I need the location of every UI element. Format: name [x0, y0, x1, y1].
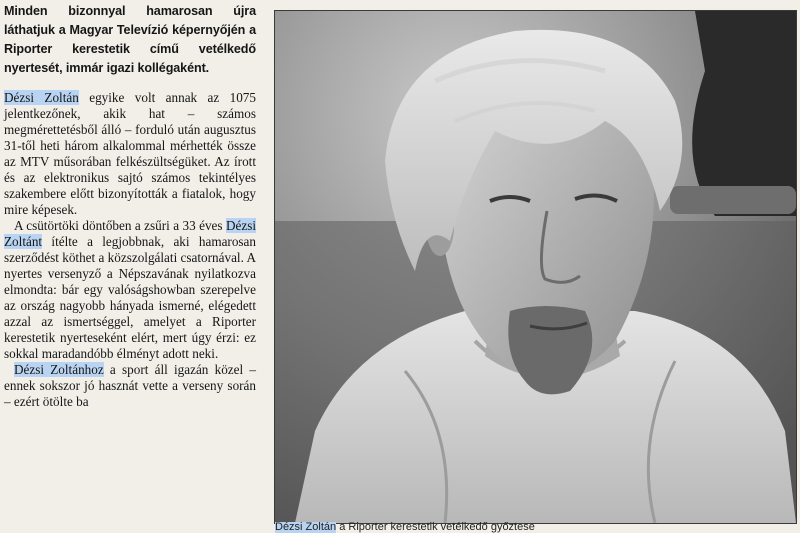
portrait-illustration	[275, 11, 796, 523]
background-object	[692, 11, 796, 216]
paragraph-text: egyike volt annak az 1075 jelentkezőnek, akik hat – számos megmérettetésből álló – forduló után augusztus 31-től heti három alkalommal mérhették össze az MTV műsorában felkészültségüket. Az írott és az elektronikus sajtó számos tekintélyes szakembere előtt bizonyították a fiatalok, hogy mire képesek.	[4, 90, 256, 217]
highlighted-name[interactable]: Dézsi Zoltánhoz	[14, 362, 104, 377]
paragraph-text: a sport áll igazán közel – ennek sokszor jó hasznát vette a verseny során – ezért ötölte ba	[4, 362, 256, 409]
background-shelf	[670, 186, 796, 214]
paragraph-text: ítélte a legjobbnak, aki hamarosan szerződést köthet a közszolgálati csatornával. A nyertes versenyző a Népszavának nyilatkozva elmondta: bár egy valóságshowban szerepelve az ország nagyobb hányada ismerné, elégedett azzal az ismertséggel, amelyet a Riporter kerestetik nyerteseként elért, mert úgy érzi: ez sokkal maradandóbb élményt adott neki.	[4, 234, 256, 361]
caption-text: a Riporter kerestetik vetélkedő győztese	[336, 522, 535, 533]
paragraph-text: A csütörtöki döntőben a zsűri a 33 éves	[14, 218, 226, 233]
article-lead: Minden bizonnyal hamarosan újra láthatjuk a Magyar Televízió képernyőjén a Riporter kerestetik című vetélkedő nyertesét, immár igazi kollégaként.	[4, 4, 256, 75]
highlighted-name[interactable]: Dézsi Zoltánt	[4, 218, 256, 249]
highlighted-name[interactable]: Dézsi Zoltán	[275, 522, 337, 533]
article-column	[4, 2, 256, 410]
article-body	[4, 90, 256, 410]
portrait-photo	[274, 10, 797, 524]
paragraph-2	[4, 218, 256, 362]
highlighted-name[interactable]: Dézsi Zoltán	[4, 90, 79, 105]
paragraph-1	[4, 90, 256, 218]
paragraph-3	[4, 362, 256, 410]
photo-caption	[275, 522, 795, 533]
